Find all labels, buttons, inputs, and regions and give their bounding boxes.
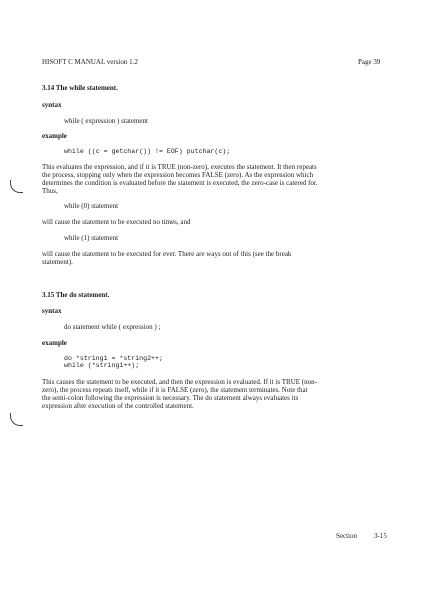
paragraph-while-line-2: the process, stopping only when the expression becomes FALSE (zero). As the expression which xyxy=(42,171,314,179)
paragraph-while2-line-1: will cause the statement to be executed for ever. There are ways out of this (see the break xyxy=(42,250,292,258)
example-label-while: example xyxy=(42,132,67,140)
section-heading-while: 3.14 The while statement. xyxy=(42,84,118,92)
paragraph-while-line-4: Thus, xyxy=(42,187,58,195)
footer-section-label: Section xyxy=(336,532,357,540)
example-label-do: example xyxy=(42,339,67,347)
header-title: HISOFT C MANUAL version 1.2 xyxy=(42,58,138,66)
margin-mark-upper xyxy=(10,180,23,193)
syntax-label-while: syntax xyxy=(42,101,62,109)
example-code-do-line-2: while (*string1++); xyxy=(64,362,140,369)
paragraph-do-line-2: zero), the process repeats itself, while if it is FALSE (zero), the statement terminates. Note that xyxy=(42,386,308,394)
paragraph-while-line-3: determines the condition is evaluated before the statement is executed, the zero-case is catered for. xyxy=(42,179,318,187)
code-while-one: while (1) statement xyxy=(64,234,119,242)
header-page-number: Page 39 xyxy=(358,58,381,66)
section-heading-do: 3.15 The do statement. xyxy=(42,291,110,299)
footer-section-number: 3-15 xyxy=(374,532,387,540)
paragraph-while2-line-2: statement). xyxy=(42,258,73,266)
syntax-line-do: do statement while ( expression ) ; xyxy=(64,323,161,331)
paragraph-do-line-1: This causes the statement to be executed, and then the expression is evaluated. If it is TRUE (non- xyxy=(42,378,317,386)
paragraph-do-line-4: expression after execution of the controlled statement. xyxy=(42,402,194,410)
syntax-line-while: while ( expression ) statement xyxy=(64,117,148,125)
paragraph-do-line-3: the semi-colon following the expression is necessary. The do statement always evaluates its xyxy=(42,394,299,402)
margin-mark-lower xyxy=(10,413,23,426)
text-while-zero: will cause the statement to be executed no times, and xyxy=(42,218,191,226)
example-code-do-line-1: do *string1 = *string2++; xyxy=(64,355,163,362)
example-code-while: while ((c = getchar()) != EOF) putchar(c); xyxy=(64,148,231,155)
paragraph-while-line-1: This evaluates the expression, and if it is TRUE (non-zero), executes the statement. It then repeats xyxy=(42,163,317,171)
code-while-zero: while (0) statement xyxy=(64,202,119,210)
syntax-label-do: syntax xyxy=(42,307,62,315)
